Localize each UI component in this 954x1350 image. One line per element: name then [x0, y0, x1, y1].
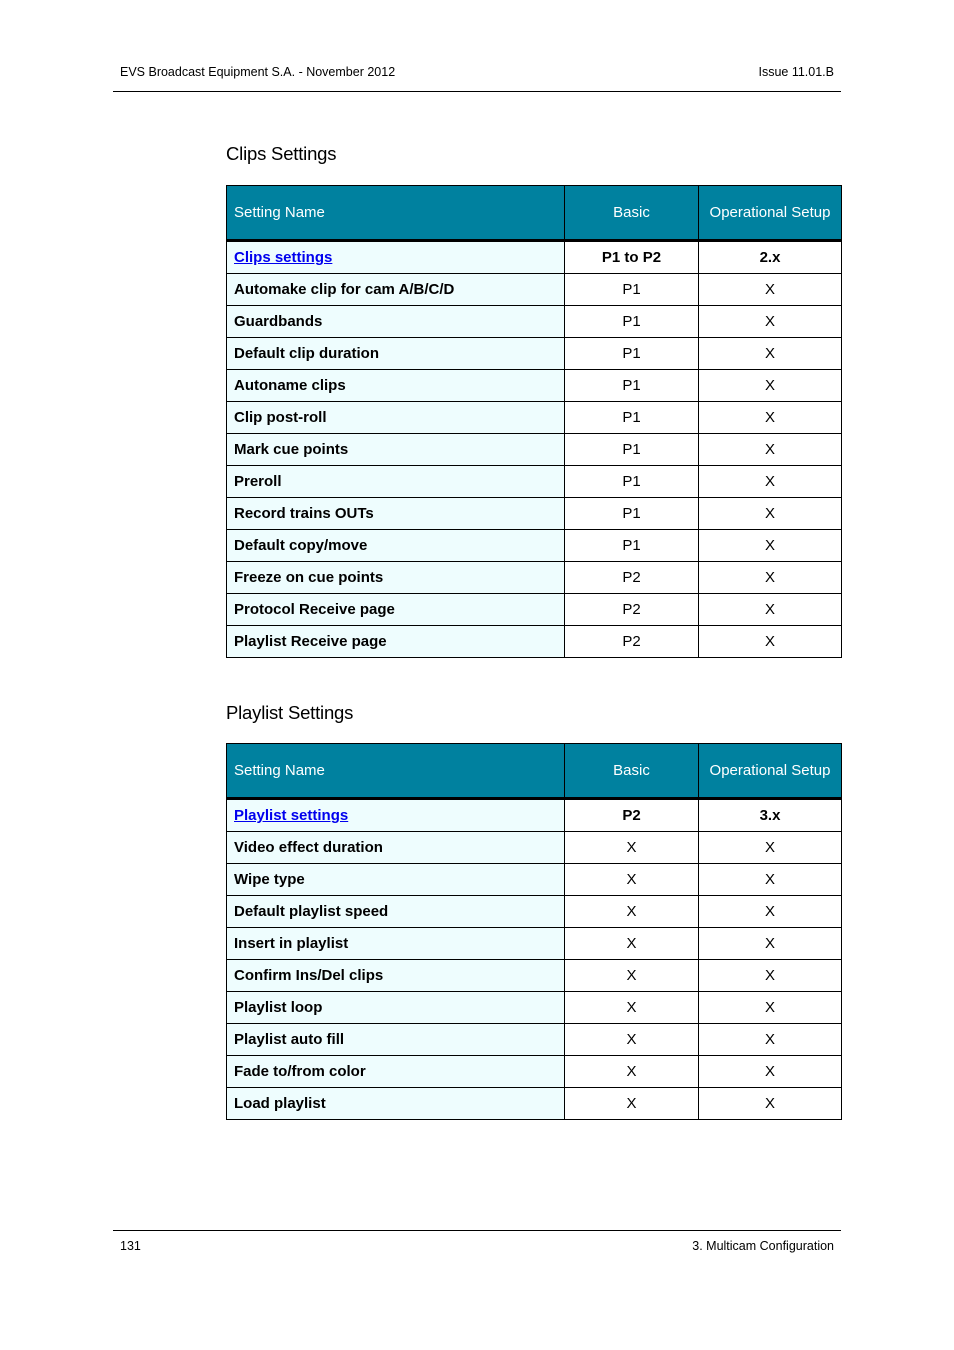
basic-cell: P1	[565, 530, 699, 562]
operational-setup-cell: X	[699, 832, 842, 864]
table-row	[227, 928, 842, 960]
column-header-operational-setup: Operational Setup	[699, 186, 842, 241]
table-row	[227, 466, 842, 498]
page-footer	[113, 1230, 841, 1253]
basic-cell: X	[565, 1056, 699, 1088]
header-issue: Issue 11.01.B	[758, 65, 834, 79]
table-row	[227, 562, 842, 594]
table-row	[227, 896, 842, 928]
basic-cell: P2	[565, 626, 699, 658]
operational-setup-cell: X	[699, 928, 842, 960]
clips-settings-heading: Clips Settings	[226, 143, 337, 164]
setting-name-cell: Playlist auto fill	[227, 1024, 565, 1056]
table-row	[227, 864, 842, 896]
table-row	[227, 992, 842, 1024]
basic-cell: P1	[565, 306, 699, 338]
setting-name-cell: Autoname clips	[227, 370, 565, 402]
column-header-setting-name: Setting Name	[227, 186, 565, 241]
setting-name-cell: Playlist Receive page	[227, 626, 565, 658]
basic-cell: X	[565, 1024, 699, 1056]
setting-name-cell: Guardbands	[227, 306, 565, 338]
setting-name-cell: Video effect duration	[227, 832, 565, 864]
basic-cell: X	[565, 960, 699, 992]
operational-setup-cell: X	[699, 896, 842, 928]
table-row	[227, 402, 842, 434]
table-row	[227, 338, 842, 370]
operational-setup-cell: X	[699, 274, 842, 306]
table-row	[227, 1056, 842, 1088]
column-header-basic: Basic	[565, 744, 699, 799]
basic-cell: P1	[565, 402, 699, 434]
table-row	[227, 274, 842, 306]
table-header-row	[227, 186, 842, 241]
basic-cell: X	[565, 864, 699, 896]
basic-cell: X	[565, 992, 699, 1024]
clips-settings-link[interactable]: Clips settings	[234, 249, 333, 266]
column-header-operational-setup: Operational Setup	[699, 744, 842, 799]
table-row	[227, 434, 842, 466]
setting-name-cell	[227, 241, 565, 274]
basic-cell: P1	[565, 434, 699, 466]
operational-setup-cell: X	[699, 306, 842, 338]
table-row	[227, 799, 842, 832]
operational-setup-cell: 2.x	[699, 241, 842, 274]
setting-name-cell: Freeze on cue points	[227, 562, 565, 594]
table-row	[227, 832, 842, 864]
playlist-settings-link[interactable]: Playlist settings	[234, 807, 349, 824]
table-row	[227, 594, 842, 626]
basic-cell: X	[565, 1088, 699, 1120]
operational-setup-cell: X	[699, 434, 842, 466]
operational-setup-cell: X	[699, 370, 842, 402]
setting-name-cell: Default playlist speed	[227, 896, 565, 928]
table-row	[227, 530, 842, 562]
setting-name-cell: Default copy/move	[227, 530, 565, 562]
operational-setup-cell: X	[699, 402, 842, 434]
setting-name-cell: Protocol Receive page	[227, 594, 565, 626]
operational-setup-cell: X	[699, 530, 842, 562]
footer-page-number: 131	[120, 1239, 141, 1253]
page-header	[113, 65, 841, 92]
setting-name-cell: Playlist loop	[227, 992, 565, 1024]
table-row	[227, 1088, 842, 1120]
basic-cell: X	[565, 896, 699, 928]
setting-name-cell: Record trains OUTs	[227, 498, 565, 530]
footer-chapter: 3. Multicam Configuration	[692, 1239, 834, 1253]
basic-cell: P1	[565, 338, 699, 370]
table-row	[227, 626, 842, 658]
operational-setup-cell: X	[699, 626, 842, 658]
operational-setup-cell: X	[699, 960, 842, 992]
setting-name-cell: Clip post-roll	[227, 402, 565, 434]
playlist-settings-table	[226, 743, 842, 1120]
basic-cell: P1	[565, 370, 699, 402]
setting-name-cell	[227, 799, 565, 832]
operational-setup-cell: X	[699, 562, 842, 594]
setting-name-cell: Load playlist	[227, 1088, 565, 1120]
basic-cell: P1	[565, 274, 699, 306]
playlist-settings-heading: Playlist Settings	[226, 702, 354, 723]
setting-name-cell: Preroll	[227, 466, 565, 498]
table-row	[227, 1024, 842, 1056]
operational-setup-cell: X	[699, 992, 842, 1024]
basic-cell: P2	[565, 799, 699, 832]
basic-cell: P1	[565, 466, 699, 498]
table-header-row	[227, 744, 842, 799]
operational-setup-cell: X	[699, 466, 842, 498]
clips-settings-table	[226, 185, 842, 658]
setting-name-cell: Confirm Ins/Del clips	[227, 960, 565, 992]
column-header-setting-name: Setting Name	[227, 744, 565, 799]
basic-cell: X	[565, 832, 699, 864]
table-row	[227, 370, 842, 402]
basic-cell: P2	[565, 594, 699, 626]
basic-cell: P2	[565, 562, 699, 594]
setting-name-cell: Default clip duration	[227, 338, 565, 370]
setting-name-cell: Fade to/from color	[227, 1056, 565, 1088]
table-row	[227, 498, 842, 530]
operational-setup-cell: X	[699, 498, 842, 530]
operational-setup-cell: X	[699, 1024, 842, 1056]
header-company-date: EVS Broadcast Equipment S.A. - November 2012	[120, 65, 396, 79]
basic-cell: X	[565, 928, 699, 960]
basic-cell: P1	[565, 498, 699, 530]
table-row	[227, 306, 842, 338]
operational-setup-cell: 3.x	[699, 799, 842, 832]
operational-setup-cell: X	[699, 1088, 842, 1120]
basic-cell: P1 to P2	[565, 241, 699, 274]
operational-setup-cell: X	[699, 864, 842, 896]
operational-setup-cell: X	[699, 1056, 842, 1088]
setting-name-cell: Insert in playlist	[227, 928, 565, 960]
table-row	[227, 241, 842, 274]
operational-setup-cell: X	[699, 594, 842, 626]
setting-name-cell: Automake clip for cam A/B/C/D	[227, 274, 565, 306]
operational-setup-cell: X	[699, 338, 842, 370]
setting-name-cell: Wipe type	[227, 864, 565, 896]
table-row	[227, 960, 842, 992]
setting-name-cell: Mark cue points	[227, 434, 565, 466]
column-header-basic: Basic	[565, 186, 699, 241]
